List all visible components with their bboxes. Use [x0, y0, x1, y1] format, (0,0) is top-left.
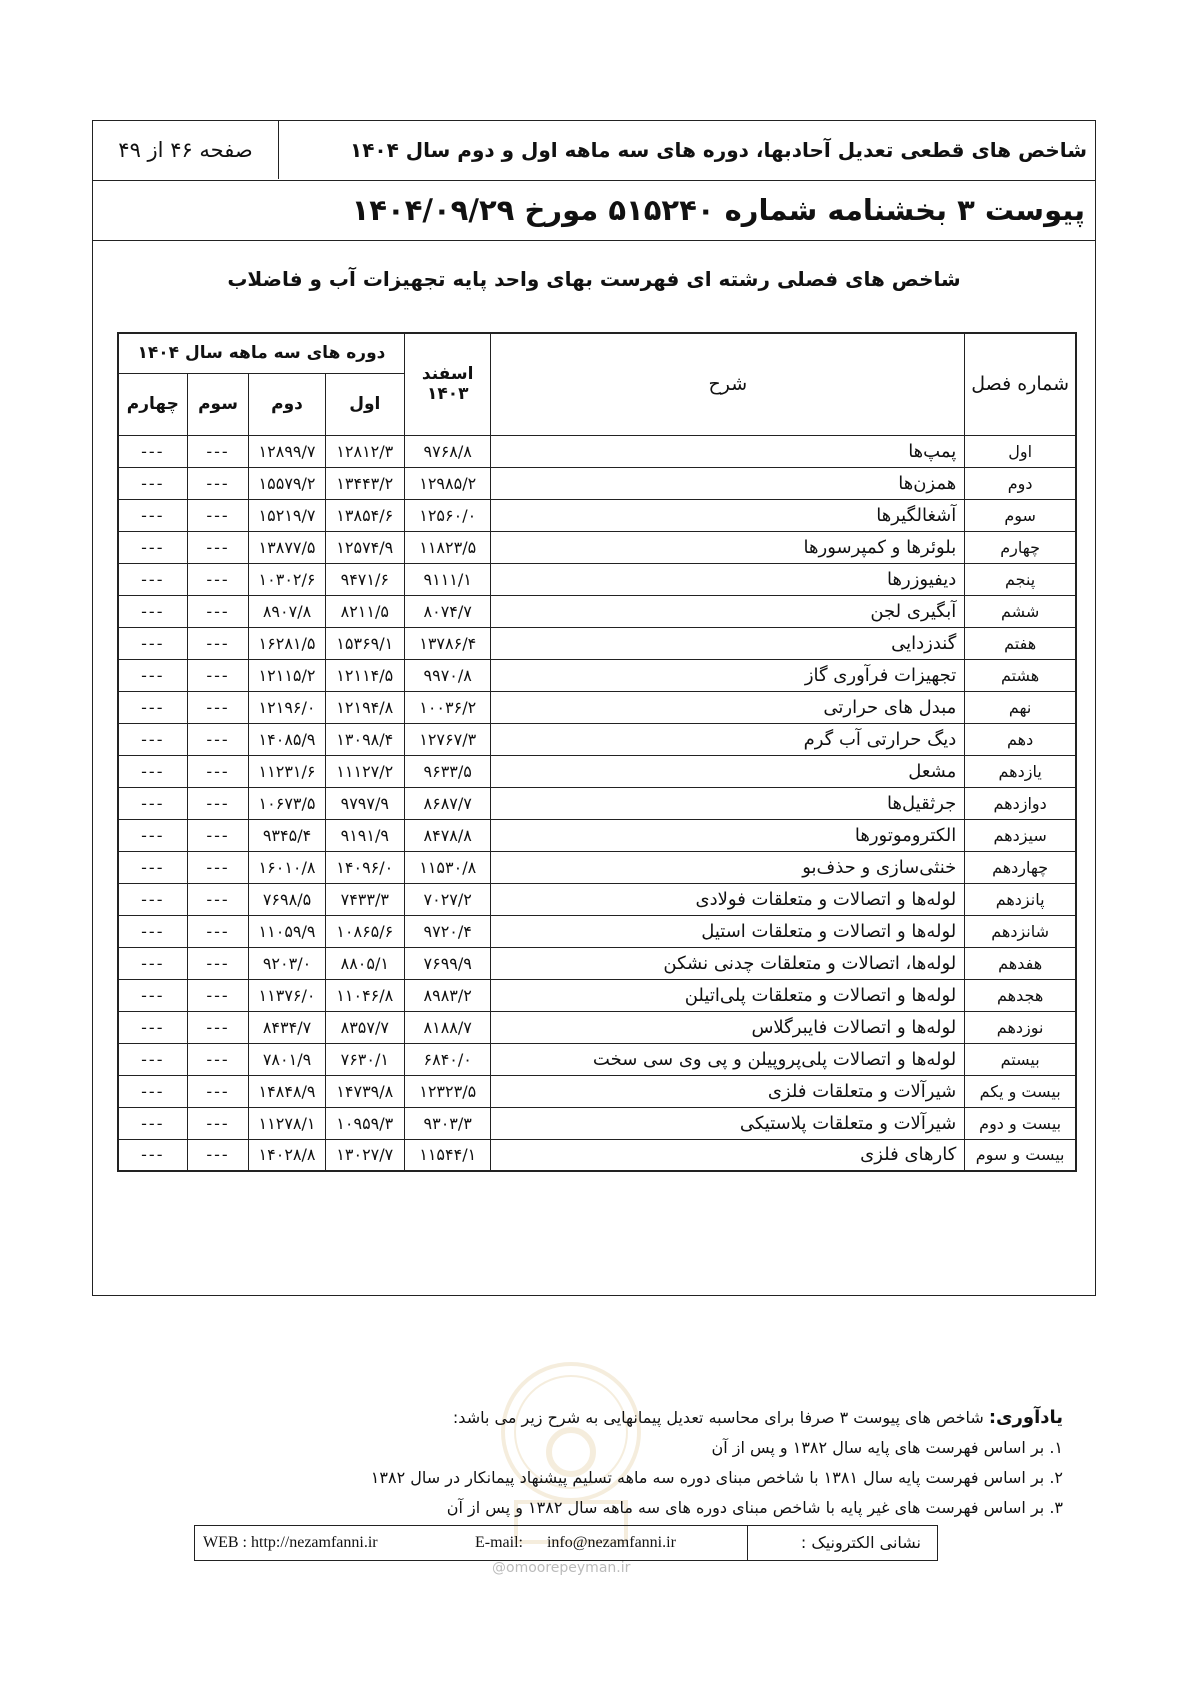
- row-esfand-value: ۷۶۹۹/۹: [404, 947, 491, 979]
- column-header-q2: دوم: [249, 373, 325, 435]
- table-row: [118, 531, 1076, 563]
- row-q3-value: ---: [187, 1139, 249, 1171]
- row-q1-value: ۸۸۰۵/۱: [325, 947, 404, 979]
- row-chapter: هشتم: [965, 659, 1076, 691]
- row-q4-value: ---: [118, 915, 187, 947]
- table-row: [118, 595, 1076, 627]
- row-q1-value: ۱۳۴۴۳/۲: [325, 467, 404, 499]
- row-q2-value: ۷۶۹۸/۵: [249, 883, 325, 915]
- row-chapter: پانزدهم: [965, 883, 1076, 915]
- row-esfand-value: ۱۱۸۲۳/۵: [404, 531, 491, 563]
- row-q1-value: ۷۶۳۰/۱: [325, 1043, 404, 1075]
- row-q3-value: ---: [187, 979, 249, 1011]
- table-row: [118, 851, 1076, 883]
- notes-intro: شاخص های پیوست ۳ صرفا برای محاسبه تعدیل پیمانهایی به شرح زیر می باشد:: [452, 1408, 984, 1427]
- row-description: شیرآلات و متعلقات فلزی: [491, 1075, 965, 1107]
- row-q2-value: ۱۴۰۸۵/۹: [249, 723, 325, 755]
- row-description: مبدل های حرارتی: [491, 691, 965, 723]
- row-esfand-value: ۸۰۷۴/۷: [404, 595, 491, 627]
- row-q4-value: ---: [118, 467, 187, 499]
- row-q4-value: ---: [118, 499, 187, 531]
- note-item-3: ۳. بر اساس فهرست های غیر پایه با شاخص مبنای دوره های سه ماهه سال ۱۳۸۲ و پس از آن: [446, 1498, 1063, 1517]
- row-esfand-value: ۹۹۷۰/۸: [404, 659, 491, 691]
- row-chapter: بیست و سوم: [965, 1139, 1076, 1171]
- row-chapter: بیست و یکم: [965, 1075, 1076, 1107]
- esfand-month: اسفند: [421, 364, 474, 385]
- row-q4-value: ---: [118, 691, 187, 723]
- row-q4-value: ---: [118, 947, 187, 979]
- row-description: لوله‌ها، اتصالات و متعلقات چدنی نشکن: [491, 947, 965, 979]
- row-q1-value: ۱۳۰۲۷/۷: [325, 1139, 404, 1171]
- row-q4-value: ---: [118, 1075, 187, 1107]
- row-chapter: نوزدهم: [965, 1011, 1076, 1043]
- row-q4-value: ---: [118, 595, 187, 627]
- row-description: خنثی‌سازی و حذف‌بو: [491, 851, 965, 883]
- row-esfand-value: ۱۱۵۴۴/۱: [404, 1139, 491, 1171]
- row-esfand-value: ۹۱۱۱/۱: [404, 563, 491, 595]
- row-q4-value: ---: [118, 563, 187, 595]
- row-description: الکتروموتورها: [491, 819, 965, 851]
- row-q4-value: ---: [118, 1043, 187, 1075]
- table-row: [118, 915, 1076, 947]
- row-description: آشغالگیرها: [491, 499, 965, 531]
- table-row: [118, 1107, 1076, 1139]
- row-q3-value: ---: [187, 851, 249, 883]
- row-description: همزن‌ها: [491, 467, 965, 499]
- row-description: شیرآلات و متعلقات پلاستیکی: [491, 1107, 965, 1139]
- table-row: [118, 659, 1076, 691]
- row-chapter: چهارم: [965, 531, 1076, 563]
- row-q2-value: ۸۴۳۴/۷: [249, 1011, 325, 1043]
- row-q4-value: ---: [118, 851, 187, 883]
- row-description: بلوئرها و کمپرسورها: [491, 531, 965, 563]
- row-esfand-value: ۱۲۷۶۷/۳: [404, 723, 491, 755]
- row-q2-value: ۱۶۰۱۰/۸: [249, 851, 325, 883]
- table-row: [118, 1075, 1076, 1107]
- table-row: [118, 755, 1076, 787]
- column-header-description: شرح: [491, 333, 965, 435]
- row-q1-value: ۱۳۰۹۸/۴: [325, 723, 404, 755]
- table-row: [118, 947, 1076, 979]
- row-esfand-value: ۹۶۳۳/۵: [404, 755, 491, 787]
- row-q3-value: ---: [187, 1107, 249, 1139]
- row-q3-value: ---: [187, 1075, 249, 1107]
- row-esfand-value: ۸۹۸۳/۲: [404, 979, 491, 1011]
- row-q1-value: ۸۳۵۷/۷: [325, 1011, 404, 1043]
- row-esfand-value: ۱۱۵۳۰/۸: [404, 851, 491, 883]
- row-description: جرثقیل‌ها: [491, 787, 965, 819]
- row-q1-value: ۱۵۳۶۹/۱: [325, 627, 404, 659]
- row-q4-value: ---: [118, 979, 187, 1011]
- note-item-2: ۲. بر اساس فهرست پایه سال ۱۳۸۱ با شاخص مبنای دوره سه ماهه تسلیم پیشنهاد پیمانکار در سال ۱۳۸۲: [370, 1468, 1063, 1487]
- email-label: E-mail:: [475, 1534, 523, 1551]
- row-q4-value: ---: [118, 819, 187, 851]
- row-q2-value: ۱۰۳۰۲/۶: [249, 563, 325, 595]
- row-q2-value: ۱۴۰۲۸/۸: [249, 1139, 325, 1171]
- table-row: [118, 691, 1076, 723]
- row-q3-value: ---: [187, 915, 249, 947]
- contact-box: [194, 1525, 938, 1561]
- row-esfand-value: ۱۰۰۳۶/۲: [404, 691, 491, 723]
- table-row: [118, 563, 1076, 595]
- page-number: صفحه ۴۶ از ۴۹: [93, 121, 279, 179]
- row-q3-value: ---: [187, 467, 249, 499]
- column-header-q3: سوم: [187, 373, 249, 435]
- row-description: مشعل: [491, 755, 965, 787]
- table-row: [118, 1011, 1076, 1043]
- section-title: شاخص های فصلی رشته ای فهرست بهای واحد پایه تجهیزات آب و فاضلاب: [227, 267, 961, 291]
- row-chapter: هفدهم: [965, 947, 1076, 979]
- row-esfand-value: ۸۴۷۸/۸: [404, 819, 491, 851]
- notes-intro-line: [163, 1403, 1063, 1433]
- table-row: [118, 723, 1076, 755]
- row-q4-value: ---: [118, 787, 187, 819]
- row-q2-value: ۱۰۶۷۳/۵: [249, 787, 325, 819]
- web-link[interactable]: WEB : http://nezamfanni.ir: [203, 1534, 378, 1551]
- row-q2-value: ۱۱۲۷۸/۱: [249, 1107, 325, 1139]
- row-description: لوله‌ها و اتصالات و متعلقات فولادی: [491, 883, 965, 915]
- row-chapter: هفتم: [965, 627, 1076, 659]
- row-q4-value: ---: [118, 883, 187, 915]
- row-esfand-value: ۹۷۲۰/۴: [404, 915, 491, 947]
- notes-lead: یادآوری:: [988, 1407, 1063, 1428]
- row-q1-value: ۱۲۵۷۴/۹: [325, 531, 404, 563]
- row-q1-value: ۱۱۰۴۶/۸: [325, 979, 404, 1011]
- row-description: لوله‌ها و اتصالات و متعلقات استیل: [491, 915, 965, 947]
- row-q2-value: ۹۲۰۳/۰: [249, 947, 325, 979]
- row-description: لوله‌ها و اتصالات فایبرگلاس: [491, 1011, 965, 1043]
- row-esfand-value: ۱۲۳۲۳/۵: [404, 1075, 491, 1107]
- row-q2-value: ۱۳۸۷۷/۵: [249, 531, 325, 563]
- table-row: [118, 1139, 1076, 1171]
- row-description: لوله‌ها و اتصالات و متعلقات پلی‌اتیلن: [491, 979, 965, 1011]
- row-chapter: نهم: [965, 691, 1076, 723]
- row-chapter: بیست و دوم: [965, 1107, 1076, 1139]
- row-q1-value: ۸۲۱۱/۵: [325, 595, 404, 627]
- table-row: [118, 1043, 1076, 1075]
- row-chapter: اول: [965, 435, 1076, 467]
- row-q2-value: ۱۱۳۷۶/۰: [249, 979, 325, 1011]
- row-q3-value: ---: [187, 659, 249, 691]
- row-q2-value: ۱۴۸۴۸/۹: [249, 1075, 325, 1107]
- table-row: [118, 435, 1076, 467]
- row-q1-value: ۱۲۸۱۲/۳: [325, 435, 404, 467]
- row-q1-value: ۱۱۱۲۷/۲: [325, 755, 404, 787]
- row-chapter: دوازدهم: [965, 787, 1076, 819]
- column-header-periods: دوره های سه ماهه سال ۱۴۰۴: [118, 333, 404, 373]
- row-description: گندزدایی: [491, 627, 965, 659]
- index-table: [117, 332, 1077, 1172]
- row-chapter: دهم: [965, 723, 1076, 755]
- row-esfand-value: ۶۸۴۰/۰: [404, 1043, 491, 1075]
- table-row: [118, 883, 1076, 915]
- table-row: [118, 627, 1076, 659]
- row-q2-value: ۱۲۸۹۹/۷: [249, 435, 325, 467]
- row-q1-value: ۱۲۱۱۴/۵: [325, 659, 404, 691]
- contact-label: نشانی الکترونیک :: [747, 1526, 937, 1560]
- table-row: [118, 979, 1076, 1011]
- table-row: [118, 467, 1076, 499]
- row-q2-value: ۸۹۰۷/۸: [249, 595, 325, 627]
- row-esfand-value: ۹۳۰۳/۳: [404, 1107, 491, 1139]
- row-chapter: پنجم: [965, 563, 1076, 595]
- row-q4-value: ---: [118, 723, 187, 755]
- email-line: [475, 1526, 696, 1560]
- row-q3-value: ---: [187, 1043, 249, 1075]
- row-description: تجهیزات فرآوری گاز: [491, 659, 965, 691]
- row-q2-value: ۱۱۰۵۹/۹: [249, 915, 325, 947]
- row-chapter: چهاردهم: [965, 851, 1076, 883]
- row-q1-value: ۹۷۹۷/۹: [325, 787, 404, 819]
- document-frame: [92, 120, 1096, 1296]
- row-q1-value: ۷۴۳۳/۳: [325, 883, 404, 915]
- row-q3-value: ---: [187, 819, 249, 851]
- watermark-url: @omoorepeyman.ir: [492, 1560, 631, 1576]
- row-q4-value: ---: [118, 1107, 187, 1139]
- row-chapter: سیزدهم: [965, 819, 1076, 851]
- row-q2-value: ۹۳۴۵/۴: [249, 819, 325, 851]
- table-row: [118, 499, 1076, 531]
- row-esfand-value: ۱۲۵۶۰/۰: [404, 499, 491, 531]
- row-q4-value: ---: [118, 531, 187, 563]
- reminder-notes: [163, 1403, 1063, 1523]
- column-header-q4: چهارم: [118, 373, 187, 435]
- row-q2-value: ۱۶۲۸۱/۵: [249, 627, 325, 659]
- row-q4-value: ---: [118, 1011, 187, 1043]
- row-q4-value: ---: [118, 755, 187, 787]
- row-q2-value: ۷۸۰۱/۹: [249, 1043, 325, 1075]
- note-item-1: ۱. بر اساس فهرست های پایه سال ۱۳۸۲ و پس از آن: [711, 1438, 1063, 1457]
- row-q1-value: ۱۰۹۵۹/۳: [325, 1107, 404, 1139]
- row-q1-value: ۹۱۹۱/۹: [325, 819, 404, 851]
- row-q4-value: ---: [118, 435, 187, 467]
- column-header-chapter: شماره فصل: [965, 333, 1076, 435]
- row-q3-value: ---: [187, 499, 249, 531]
- row-q1-value: ۱۴۷۳۹/۸: [325, 1075, 404, 1107]
- row-q2-value: ۱۵۵۷۹/۲: [249, 467, 325, 499]
- row-q3-value: ---: [187, 435, 249, 467]
- row-esfand-value: ۸۱۸۸/۷: [404, 1011, 491, 1043]
- row-chapter: شانزدهم: [965, 915, 1076, 947]
- row-esfand-value: ۱۲۹۸۵/۲: [404, 467, 491, 499]
- row-q1-value: ۹۴۷۱/۶: [325, 563, 404, 595]
- row-q2-value: ۱۲۱۱۵/۲: [249, 659, 325, 691]
- email-link[interactable]: info@nezamfanni.ir: [546, 1534, 676, 1551]
- row-q3-value: ---: [187, 627, 249, 659]
- document-title: شاخص های قطعی تعدیل آحادبها، دوره های سه ماهه اول و دوم سال ۱۴۰۴: [350, 138, 1087, 162]
- esfand-year: ۱۴۰۳: [426, 384, 469, 405]
- row-chapter: هجدهم: [965, 979, 1076, 1011]
- row-q4-value: ---: [118, 627, 187, 659]
- row-q2-value: ۱۵۲۱۹/۷: [249, 499, 325, 531]
- annex-title: پیوست ۳ بخشنامه شماره ۵۱۵۲۴۰ مورخ ۱۴۰۴/۰۹/۲۹: [351, 193, 1085, 227]
- table-row: [118, 787, 1076, 819]
- row-q1-value: ۱۰۸۶۵/۶: [325, 915, 404, 947]
- row-q4-value: ---: [118, 659, 187, 691]
- row-q3-value: ---: [187, 947, 249, 979]
- row-q1-value: ۱۳۸۵۴/۶: [325, 499, 404, 531]
- row-description: کارهای فلزی: [491, 1139, 965, 1171]
- row-esfand-value: ۱۳۷۸۶/۴: [404, 627, 491, 659]
- row-description: دیگ حرارتی آب گرم: [491, 723, 965, 755]
- row-esfand-value: ۷۰۲۷/۲: [404, 883, 491, 915]
- row-q1-value: ۱۲۱۹۴/۸: [325, 691, 404, 723]
- row-q3-value: ---: [187, 531, 249, 563]
- row-chapter: دوم: [965, 467, 1076, 499]
- row-q3-value: ---: [187, 691, 249, 723]
- header-row: [93, 121, 1095, 181]
- column-header-q1: اول: [325, 373, 404, 435]
- row-description: دیفیوزرها: [491, 563, 965, 595]
- row-chapter: سوم: [965, 499, 1076, 531]
- row-q4-value: ---: [118, 1139, 187, 1171]
- row-q3-value: ---: [187, 595, 249, 627]
- row-q3-value: ---: [187, 787, 249, 819]
- row-esfand-value: ۸۶۸۷/۷: [404, 787, 491, 819]
- table-row: [118, 819, 1076, 851]
- row-description: لوله‌ها و اتصالات پلی‌پروپیلن و پی وی سی سخت: [491, 1043, 965, 1075]
- row-chapter: یازدهم: [965, 755, 1076, 787]
- row-description: پمپ‌ها: [491, 435, 965, 467]
- row-esfand-value: ۹۷۶۸/۸: [404, 435, 491, 467]
- row-q2-value: ۱۲۱۹۶/۰: [249, 691, 325, 723]
- annex-row: [93, 181, 1095, 241]
- column-header-esfand: [404, 333, 491, 435]
- row-chapter: بیستم: [965, 1043, 1076, 1075]
- row-chapter: ششم: [965, 595, 1076, 627]
- row-q1-value: ۱۴۰۹۶/۰: [325, 851, 404, 883]
- row-q3-value: ---: [187, 563, 249, 595]
- row-description: آبگیری لجن: [491, 595, 965, 627]
- row-q3-value: ---: [187, 755, 249, 787]
- row-q2-value: ۱۱۲۳۱/۶: [249, 755, 325, 787]
- row-q3-value: ---: [187, 883, 249, 915]
- row-q3-value: ---: [187, 1011, 249, 1043]
- row-q3-value: ---: [187, 723, 249, 755]
